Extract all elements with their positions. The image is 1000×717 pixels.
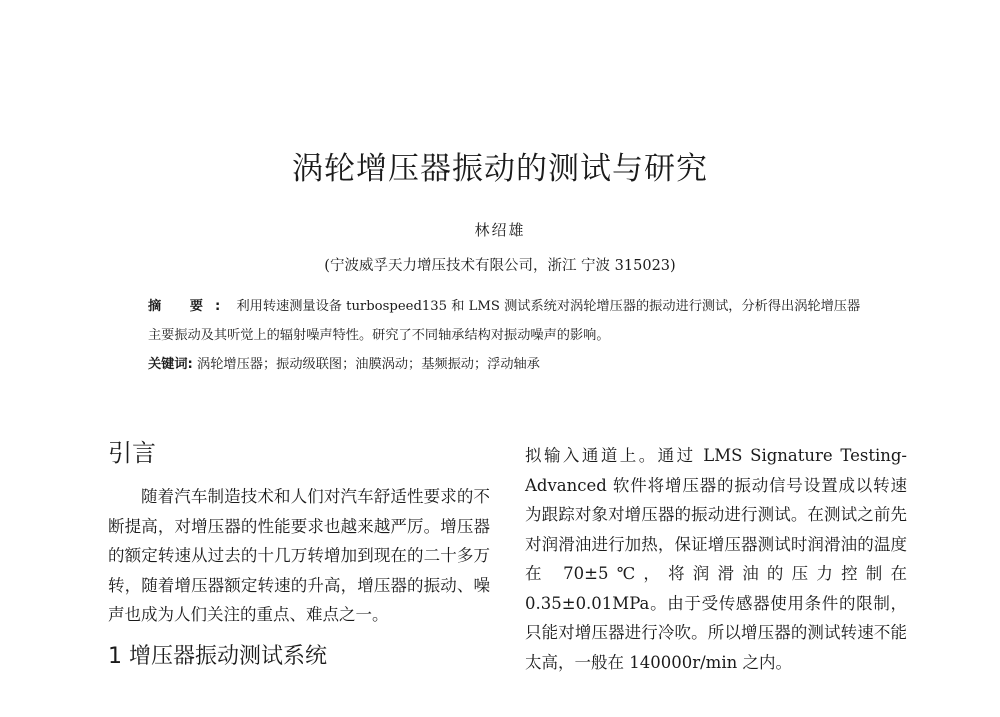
- section-1-heading: 1 增压器振动测试系统: [108, 643, 327, 669]
- abstract-label: 摘 要:: [148, 299, 233, 314]
- intro-paragraph: 随着汽车制造技术和人们对汽车舒适性要求的不断提高，对增压器的性能要求也越来越严厉。增压器的额定转速从过去的十几万转增加到现在的二十多万转，随着增压器额定转速的升高，增压器的振动、噪声也成为人们关注的重点、难点之一。: [108, 487, 490, 624]
- keywords: [148, 350, 863, 379]
- keywords-text: 涡轮增压器；振动级联图；油膜涡动；基频振动；浮动轴承: [197, 357, 540, 372]
- right-column: [525, 441, 907, 677]
- right-paragraph: 拟输入通道上。通过 LMS Signature Testing-Advanced 软件将增压器的振动信号设置成以转速为跟踪对象对增压器的振动进行测试。在测试之前先对润滑油进行加热，保证增压器测试时润滑油的温度在 70±5℃，将润滑油的压力控制在 0.35±0.01MPa。由于受传感器使用条件的限制，只能对增压器进行冷吹。所以增压器的测试转速不能太高，一般在 140000r/min 之内。: [525, 446, 907, 672]
- abstract-block: [148, 292, 863, 379]
- author-name: 林绍雄: [474, 221, 526, 239]
- keywords-label: 关键词:: [148, 357, 193, 372]
- abstract: [148, 292, 863, 350]
- paper-title: 涡轮增压器振动的测试与研究: [292, 151, 708, 187]
- left-column: [108, 436, 490, 674]
- abstract-text: 利用转速测量设备 turbospeed135 和 LMS 测试系统对涡轮增压器的振动进行测试，分析得出涡轮增压器主要振动及其听觉上的辐射噪声特性。研究了不同轴承结构对振动噪声的影响。: [148, 299, 861, 343]
- author-affiliation: (宁波威孚天力增压技术有限公司，浙江 宁波 315023): [324, 258, 676, 274]
- intro-heading: 引言: [108, 439, 156, 467]
